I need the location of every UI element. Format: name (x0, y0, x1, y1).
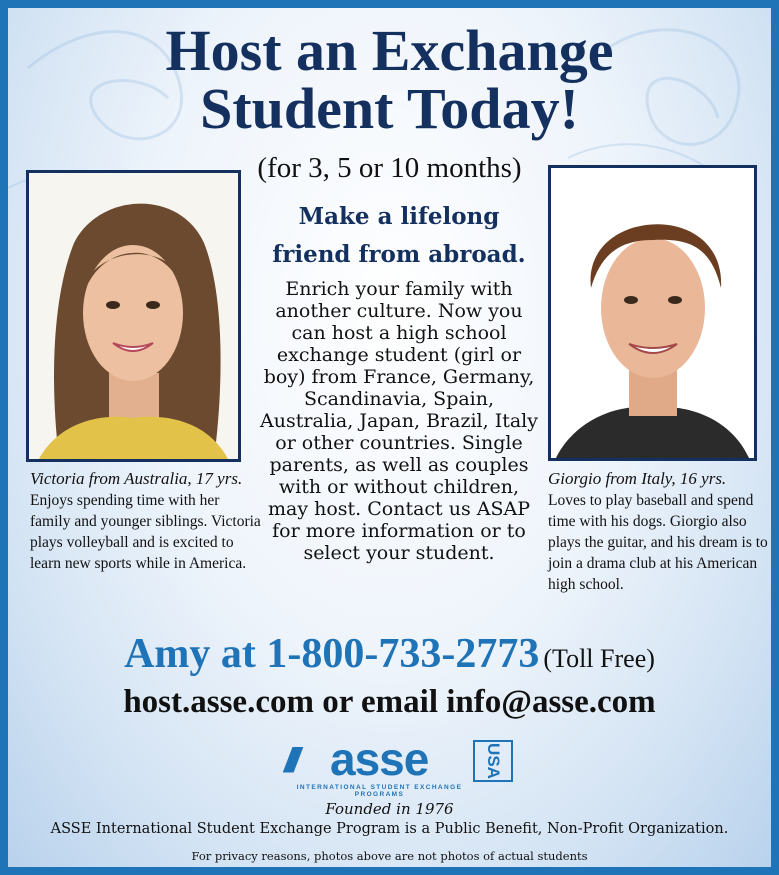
student-caption-giorgio (548, 468, 773, 595)
tagline (256, 198, 542, 274)
logo-tagline: INTERNATIONAL STUDENT EXCHANGE PROGRAMS (296, 784, 463, 798)
body-copy: Enrich your family with another culture. Now you can host a high school exchange student (girl or boy) from France, Germany, Scandinavia, Spain, Australia, Japan, Brazil, Italy or other countries. Single parents, as well as couples with or without children, may host. Contact us ASAP for more information or to select your student. (260, 278, 538, 564)
toll-free-note: (Toll Free) (543, 644, 655, 673)
headline-line-2: Student Today! (200, 76, 579, 141)
headline-line-1: Host an Exchange (165, 18, 614, 83)
phone-number[interactable]: Amy at 1-800-733-2773 (124, 631, 540, 677)
logo-usa-box (473, 740, 513, 782)
logo-slashes-icon: /// (284, 742, 295, 780)
tagline-line-1: Make a lifelong (298, 203, 500, 230)
tagline-line-2: friend from abroad. (272, 241, 526, 268)
photo-disclaimer: For privacy reasons, photos above are not photos of actual students (191, 849, 588, 863)
logo-wordmark: asse (330, 733, 429, 785)
organization-statement: ASSE International Student Exchange Program is a Public Benefit, Non-Profit Organization. (50, 821, 729, 837)
student-name: Giorgio from Italy, 16 yrs. (548, 469, 727, 488)
founded-year: Founded in 1976 (325, 800, 454, 818)
student-description: Enjoys spending time with her family and younger siblings. Victoria plays volleyball and is excited to learn new sports while in America. (30, 492, 261, 572)
boy-portrait-icon (551, 168, 754, 458)
web-email-contact[interactable]: host.asse.com or email info@asse.com (123, 684, 656, 720)
student-description: Loves to play baseball and spend time with his dogs. Giorgio also plays the guitar, and his dream is to join a drama club at his American high school. (548, 492, 768, 593)
logo-usa-text: USA (484, 743, 503, 779)
headline-subtitle: (for 3, 5 or 10 months) (257, 152, 522, 184)
asse-logo (278, 733, 518, 798)
phone-contact (8, 630, 771, 678)
student-photo-giorgio (548, 165, 757, 461)
student-caption-victoria (30, 468, 262, 574)
student-name: Victoria from Australia, 17 yrs. (30, 469, 243, 488)
student-photo-victoria (26, 170, 241, 462)
center-copy (256, 198, 542, 564)
girl-portrait-icon (29, 173, 238, 459)
